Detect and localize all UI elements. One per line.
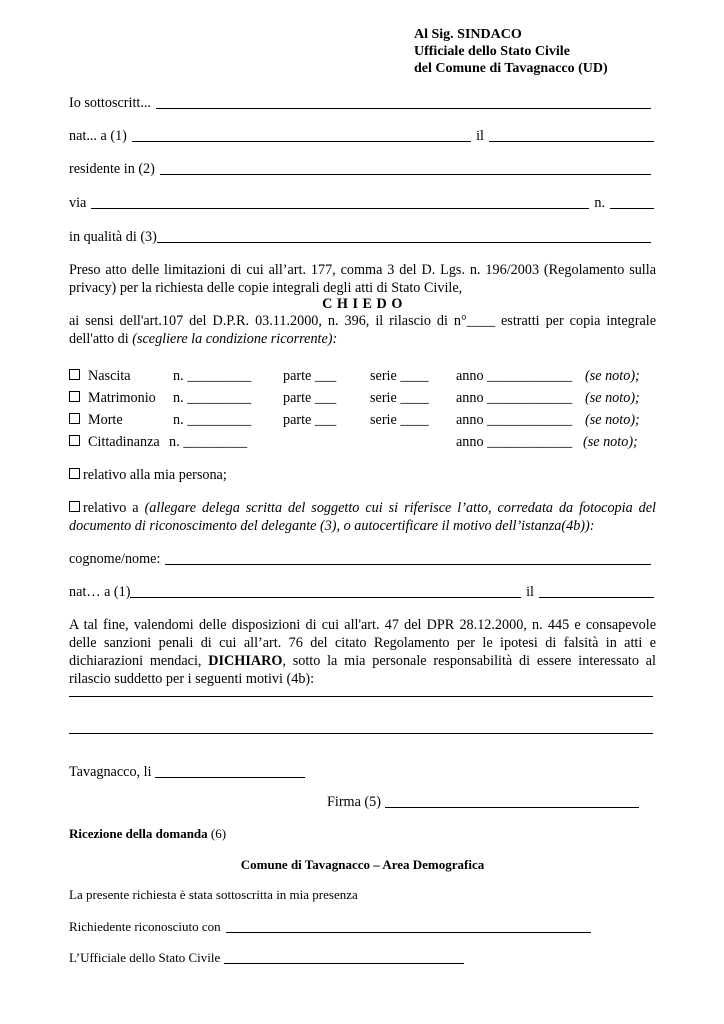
presence-text: La presente richiesta è stata sottoscritta in mia presenza [69, 887, 358, 902]
act-number: n. _________ [173, 368, 252, 384]
identified-field[interactable] [69, 919, 591, 935]
act-type: Nascita [88, 368, 131, 384]
applicant-name-line[interactable] [156, 96, 651, 109]
other-birthdate-label: il [526, 584, 534, 600]
recipient-line-3: del Comune di Tavagnacco (UD) [414, 61, 608, 76]
request-text [69, 312, 656, 348]
declaration-dichiaro: DICHIARO [208, 653, 283, 669]
recipient-line-2: Ufficiale dello Stato Civile [414, 44, 570, 59]
nascita-checkbox[interactable] [69, 369, 80, 380]
act-serie: serie ____ [370, 390, 429, 406]
identified-line[interactable] [226, 920, 591, 933]
matrimonio-checkbox[interactable] [69, 391, 80, 402]
other-birthplace-line[interactable] [130, 585, 521, 598]
applicant-number-line[interactable] [610, 196, 654, 209]
identified-label: Richiedente riconosciuto con [69, 919, 221, 934]
morte-checkbox[interactable] [69, 413, 80, 424]
cittadinanza-checkbox[interactable] [69, 435, 80, 446]
place-date[interactable] [69, 763, 305, 781]
applicant-birthplace-line[interactable] [132, 129, 471, 142]
other-name-label: cognome/nome: [69, 551, 161, 567]
applicant-birthdate-label: il [476, 128, 484, 144]
other-checkbox[interactable] [69, 501, 80, 512]
reception-heading [69, 826, 226, 842]
act-anno: anno ____________ [456, 412, 573, 428]
act-row-morte[interactable] [69, 411, 123, 429]
act-number: n. _________ [173, 412, 252, 428]
reception-note: (6) [210, 826, 227, 841]
other-name-line[interactable] [165, 552, 651, 565]
declaration-part-a: A tal fine, valendomi delle disposizioni di cui all'art. 47 del DPR 28.12.2000, n. 445 e consapevole delle sanzioni penali di cui all’art. 76 del citato Regolamento per le ipotesi di falsità in atti e dichiarazioni mendaci, [69, 617, 656, 669]
signature-line[interactable] [385, 795, 639, 808]
act-row-nascita[interactable] [69, 367, 131, 385]
other-birthdate-line[interactable] [539, 585, 654, 598]
act-row-matrimonio[interactable] [69, 389, 156, 407]
reception-title: Ricezione della domanda [69, 826, 208, 841]
applicant-capacity-line[interactable] [157, 230, 651, 243]
applicant-birthdate-line[interactable] [489, 129, 654, 142]
act-anno: anno ____________ [456, 434, 573, 450]
act-anno: anno ____________ [456, 390, 573, 406]
applicant-residence-label: residente in (2) [69, 161, 155, 177]
privacy-intro: Preso atto delle limitazioni di cui all’art. 177, comma 3 del D. Lgs. n. 196/2003 (Regolamento sulla privacy) per la richiesta delle copie integrali degli atti di Stato Civile, [69, 262, 656, 296]
office-title: Comune di Tavagnacco – Area Demografica [240, 857, 485, 872]
act-note: (se noto); [585, 390, 640, 406]
act-number: n. _________ [173, 390, 252, 406]
act-serie: serie ____ [370, 412, 429, 428]
applicant-number-label: n. [594, 195, 605, 211]
other-name-field[interactable] [69, 550, 654, 568]
applicant-name-field[interactable] [69, 94, 654, 112]
option-other-label: relativo a [83, 500, 139, 516]
option-self[interactable] [69, 466, 227, 484]
applicant-birthplace-field[interactable] [69, 127, 654, 145]
motive-line-2[interactable] [69, 733, 653, 734]
act-type: Matrimonio [88, 390, 156, 406]
option-other-note: (allegare delega scritta del soggetto cui si riferisce l’atto, corredata da fotocopia del documento di riconoscimento del delegante (3), o autocertificare il motivo dell’istanza(4b)): [69, 500, 656, 534]
other-birthplace-label: nat… a (1) [69, 584, 131, 600]
act-note: (se noto); [585, 412, 640, 428]
signature-label: Firma (5) [327, 794, 381, 810]
applicant-street-label: via [69, 195, 87, 211]
date-line[interactable] [155, 765, 305, 778]
officer-line[interactable] [224, 951, 464, 964]
motive-line-1[interactable] [69, 696, 653, 697]
signature[interactable] [327, 793, 639, 811]
chiedo-heading: C H I E D O [322, 296, 403, 312]
act-serie: serie ____ [370, 368, 429, 384]
applicant-residence-field[interactable] [69, 160, 654, 178]
act-type: Morte [88, 412, 123, 428]
applicant-street-field[interactable] [69, 194, 654, 212]
recipient-line-1: Al Sig. SINDACO [414, 27, 522, 42]
act-anno: anno ____________ [456, 368, 573, 384]
request-text-main: ai sensi dell'art.107 del D.P.R. 03.11.2000, n. 396, il rilascio di n°____ estratti per copia integrale dell'atto di [69, 313, 656, 347]
act-note: (se noto); [583, 434, 638, 450]
officer-field[interactable] [69, 950, 464, 966]
applicant-birthplace-label: nat... a (1) [69, 128, 127, 144]
applicant-residence-line[interactable] [160, 162, 651, 175]
act-parte: parte ___ [283, 368, 337, 384]
declaration-text [69, 616, 656, 688]
act-type: Cittadinanza [88, 434, 160, 450]
request-text-hint: (scegliere la condizione ricorrente): [132, 331, 338, 347]
applicant-street-line[interactable] [91, 196, 589, 209]
applicant-name-label: Io sottoscritt... [69, 95, 151, 111]
self-checkbox[interactable] [69, 468, 80, 479]
officer-label: L’Ufficiale dello Stato Civile [69, 950, 221, 965]
act-note: (se noto); [585, 368, 640, 384]
option-self-label: relativo alla mia persona; [83, 467, 227, 483]
act-number: n. _________ [169, 434, 248, 450]
other-birthplace-field[interactable] [69, 583, 654, 601]
act-parte: parte ___ [283, 412, 337, 428]
act-parte: parte ___ [283, 390, 337, 406]
place-date-label: Tavagnacco, li [69, 764, 152, 780]
option-other[interactable] [69, 499, 656, 535]
applicant-capacity-label: in qualità di (3) [69, 229, 157, 245]
acts-table [69, 367, 659, 455]
applicant-capacity-field[interactable] [69, 228, 654, 246]
declaration-part-b: , sotto la mia personale responsabilità di essere interessato al rilascio suddetto per i seguenti motivi (4b): [69, 653, 656, 687]
act-row-cittadinanza[interactable] [69, 433, 160, 451]
